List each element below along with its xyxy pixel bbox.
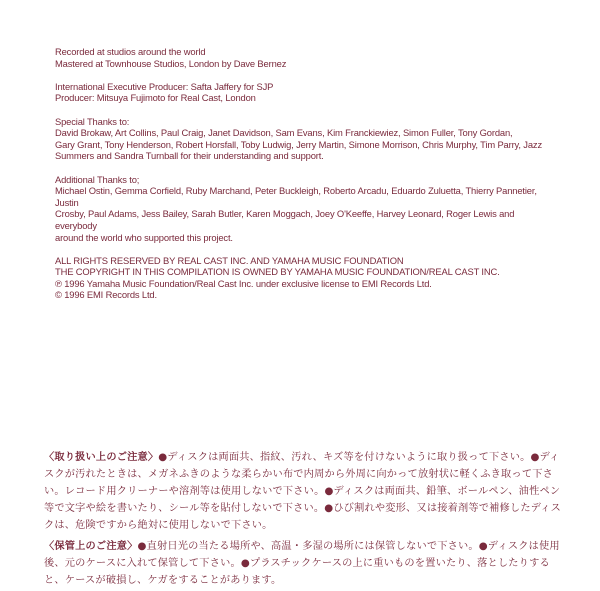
copyright-line: © 1996 EMI Records Ltd. [55,289,157,301]
recording-info [55,46,555,69]
special-thanks-heading: Special Thanks to: [55,115,130,127]
exec-producer-line: International Executive Producer: Safta Jaffery for SJP [55,80,274,92]
copyright-line: ALL RIGHTS RESERVED BY REAL CAST INC. AND YAMAHA MUSIC FOUNDATION [55,254,404,266]
additional-thanks-line: Michael Ostin, Gemma Corfield, Ruby Marchand, Peter Buckleigh, Roberto Arcadu, Eduardo Zuluetta, Thierry Pannetier, Justin [55,185,537,208]
handling-notes [44,449,564,534]
credits-section [55,46,555,313]
storage-text: ●直射日光の当たる場所や、高温・多湿の場所には保管しないで下さい。●ディスクは使用後、元のケースに入れて保管して下さい。●プラスチックケースの上に重いものを置いたり、落としたりすると、ケースが破損し、ケガをすることがあります。 [44,541,560,586]
additional-thanks [55,174,555,244]
usage-notes [44,449,564,589]
storage-notes [44,538,564,589]
special-thanks-line: David Brokaw, Art Collins, Paul Craig, Janet Davidson, Sam Evans, Kim Franckiewiez, Simon Fuller, Tony Gordan, [55,127,513,139]
handling-heading: 〈取り扱い上のご注意〉 [44,452,159,463]
additional-thanks-heading: Additional Thanks to; [55,173,140,185]
special-thanks-line: Gary Grant, Tony Henderson, Robert Horsfall, Toby Ludwig, Jerry Martin, Simone Morrison, Chris Murphy, Tim Parry, Jazz [55,138,542,150]
special-thanks-line: Summers and Sandra Turnball for their understanding and support. [55,150,324,162]
storage-heading: 〈保管上のご注意〉 [44,541,138,552]
additional-thanks-line: Crosby, Paul Adams, Jess Bailey, Sarah Butler, Karen Moggach, Joey O'Keeffe, Harvey Leonard, Roger Lewis and everybody [55,208,515,231]
additional-thanks-line: around the world who supported this project. [55,231,233,243]
producer-info [55,81,555,104]
recorded-line: Recorded at studios around the world [55,46,206,57]
copyright-line: THE COPYRIGHT IN THIS COMPILATION IS OWNED BY YAMAHA MUSIC FOUNDATION/REAL CAST INC. [55,266,500,278]
producer-line: Producer: Mitsuya Fujimoto for Real Cast, London [55,92,256,104]
copyright-line: ℗ 1996 Yamaha Music Foundation/Real Cast Inc. under exclusive license to EMI Records Ltd. [55,277,432,289]
copyright-notice [55,255,555,301]
special-thanks [55,116,555,162]
handling-text: ●ディスクは両面共、指紋、汚れ、キズ等を付けないように取り扱って下さい。●ディスクが汚れたときは、メガネふきのような柔らかい布で内周から外周に向かって放射状に軽くふき取って下さい。レコード用クリーナーや溶剤等は使用しないで下さい。●ディスクは両面共、鉛筆、ボールペン、油性ペン等で文字や絵を書いたり、シール等を貼付しないで下さい。●ひび割れや変形、又は接着剤等で補修したディスクは、危険ですから絶対に使用しないで下さい。 [44,452,562,531]
mastered-line: Mastered at Townhouse Studios, London by Dave Bernez [55,57,287,69]
